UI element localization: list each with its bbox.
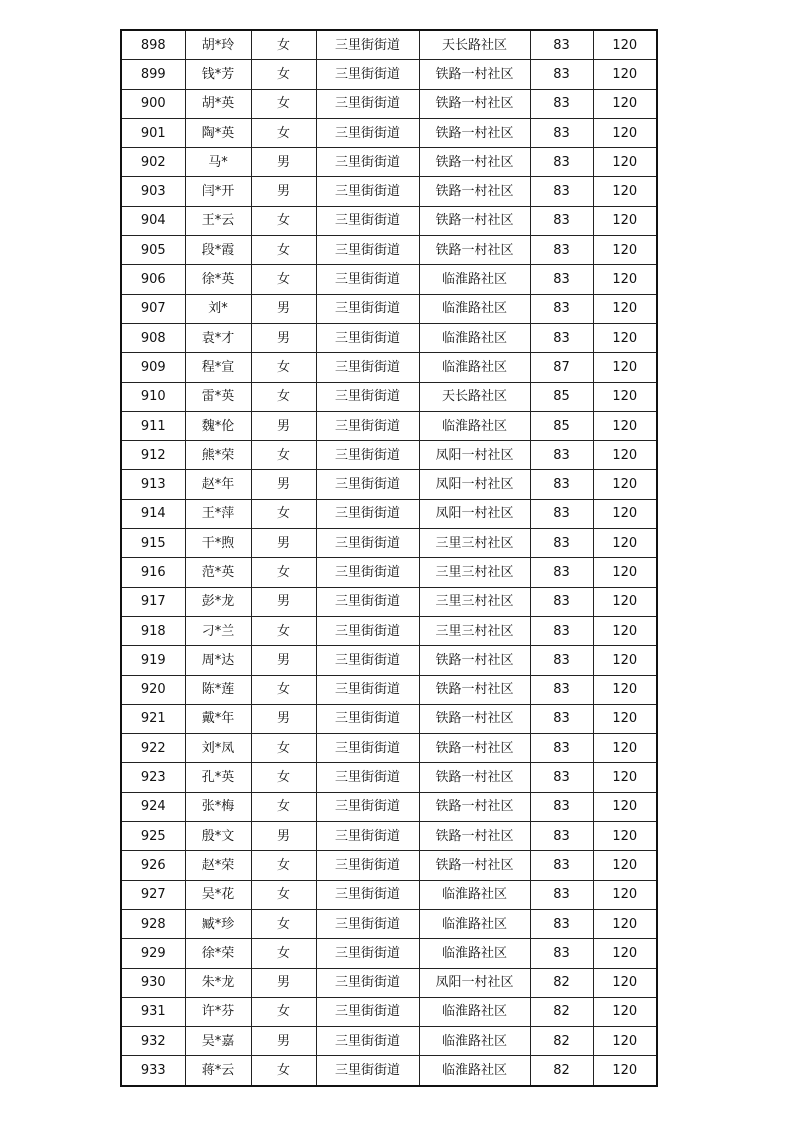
cell-gender: 女: [251, 206, 316, 235]
cell-subdistrict: 三里街街道: [316, 587, 419, 616]
cell-serial-number: 925: [121, 822, 185, 851]
cell-name: 孔*英: [185, 763, 251, 792]
cell-gender: 女: [251, 1056, 316, 1086]
cell-subdistrict: 三里街街道: [316, 411, 419, 440]
cell-community: 三里三村社区: [419, 558, 530, 587]
cell-amount: 120: [593, 822, 657, 851]
cell-community: 铁路一村社区: [419, 851, 530, 880]
cell-amount: 120: [593, 1056, 657, 1086]
cell-age: 83: [530, 89, 593, 118]
cell-amount: 120: [593, 704, 657, 733]
cell-name: 周*达: [185, 646, 251, 675]
table-row: [121, 265, 657, 294]
cell-serial-number: 908: [121, 323, 185, 352]
cell-serial-number: 914: [121, 499, 185, 528]
cell-amount: 120: [593, 499, 657, 528]
cell-subdistrict: 三里街街道: [316, 529, 419, 558]
table-row: [121, 529, 657, 558]
cell-serial-number: 909: [121, 353, 185, 382]
cell-age: 83: [530, 441, 593, 470]
cell-amount: 120: [593, 353, 657, 382]
cell-subdistrict: 三里街街道: [316, 822, 419, 851]
cell-gender: 男: [251, 529, 316, 558]
cell-age: 83: [530, 558, 593, 587]
cell-age: 83: [530, 265, 593, 294]
table-row: [121, 704, 657, 733]
cell-gender: 女: [251, 997, 316, 1026]
cell-community: 临淮路社区: [419, 353, 530, 382]
cell-age: 85: [530, 411, 593, 440]
cell-gender: 女: [251, 236, 316, 265]
cell-serial-number: 913: [121, 470, 185, 499]
cell-name: 刘*: [185, 294, 251, 323]
cell-name: 赵*年: [185, 470, 251, 499]
cell-name: 殷*文: [185, 822, 251, 851]
cell-serial-number: 900: [121, 89, 185, 118]
cell-amount: 120: [593, 411, 657, 440]
cell-community: 铁路一村社区: [419, 206, 530, 235]
cell-community: 铁路一村社区: [419, 704, 530, 733]
cell-amount: 120: [593, 587, 657, 616]
cell-subdistrict: 三里街街道: [316, 118, 419, 147]
cell-gender: 女: [251, 616, 316, 645]
table-row: [121, 148, 657, 177]
cell-subdistrict: 三里街街道: [316, 851, 419, 880]
cell-subdistrict: 三里街街道: [316, 997, 419, 1026]
cell-subdistrict: 三里街街道: [316, 1027, 419, 1056]
cell-serial-number: 931: [121, 997, 185, 1026]
cell-amount: 120: [593, 441, 657, 470]
cell-serial-number: 916: [121, 558, 185, 587]
cell-age: 85: [530, 382, 593, 411]
cell-subdistrict: 三里街街道: [316, 646, 419, 675]
cell-subdistrict: 三里街街道: [316, 1056, 419, 1086]
cell-serial-number: 902: [121, 148, 185, 177]
cell-community: 临淮路社区: [419, 939, 530, 968]
table-row: [121, 558, 657, 587]
cell-age: 82: [530, 997, 593, 1026]
cell-serial-number: 912: [121, 441, 185, 470]
cell-age: 82: [530, 968, 593, 997]
cell-name: 胡*英: [185, 89, 251, 118]
cell-amount: 120: [593, 763, 657, 792]
cell-name: 臧*珍: [185, 909, 251, 938]
cell-community: 临淮路社区: [419, 909, 530, 938]
table-row: [121, 89, 657, 118]
cell-gender: 女: [251, 880, 316, 909]
cell-serial-number: 927: [121, 880, 185, 909]
cell-gender: 男: [251, 323, 316, 352]
cell-gender: 女: [251, 558, 316, 587]
cell-community: 临淮路社区: [419, 880, 530, 909]
cell-name: 徐*荣: [185, 939, 251, 968]
table-row: [121, 822, 657, 851]
cell-gender: 女: [251, 118, 316, 147]
cell-subdistrict: 三里街街道: [316, 792, 419, 821]
cell-name: 王*云: [185, 206, 251, 235]
table-row: [121, 616, 657, 645]
table-row: [121, 646, 657, 675]
cell-community: 三里三村社区: [419, 529, 530, 558]
cell-community: 铁路一村社区: [419, 236, 530, 265]
cell-community: 铁路一村社区: [419, 675, 530, 704]
cell-community: 铁路一村社区: [419, 734, 530, 763]
cell-serial-number: 919: [121, 646, 185, 675]
cell-subdistrict: 三里街街道: [316, 89, 419, 118]
cell-community: 铁路一村社区: [419, 792, 530, 821]
cell-gender: 男: [251, 587, 316, 616]
cell-community: 铁路一村社区: [419, 60, 530, 89]
cell-serial-number: 906: [121, 265, 185, 294]
cell-community: 铁路一村社区: [419, 763, 530, 792]
cell-serial-number: 915: [121, 529, 185, 558]
cell-subdistrict: 三里街街道: [316, 177, 419, 206]
cell-amount: 120: [593, 880, 657, 909]
cell-name: 雷*英: [185, 382, 251, 411]
cell-gender: 女: [251, 60, 316, 89]
cell-gender: 女: [251, 675, 316, 704]
cell-gender: 男: [251, 411, 316, 440]
cell-name: 张*梅: [185, 792, 251, 821]
cell-community: 铁路一村社区: [419, 646, 530, 675]
cell-gender: 女: [251, 265, 316, 294]
table-row: [121, 997, 657, 1026]
cell-community: 天长路社区: [419, 382, 530, 411]
cell-age: 83: [530, 939, 593, 968]
table-row: [121, 441, 657, 470]
cell-amount: 120: [593, 294, 657, 323]
cell-age: 83: [530, 206, 593, 235]
cell-serial-number: 928: [121, 909, 185, 938]
cell-subdistrict: 三里街街道: [316, 558, 419, 587]
cell-subdistrict: 三里街街道: [316, 148, 419, 177]
cell-community: 铁路一村社区: [419, 177, 530, 206]
cell-age: 87: [530, 353, 593, 382]
table-row: [121, 851, 657, 880]
cell-amount: 120: [593, 236, 657, 265]
cell-serial-number: 920: [121, 675, 185, 704]
cell-gender: 女: [251, 353, 316, 382]
cell-serial-number: 918: [121, 616, 185, 645]
cell-subdistrict: 三里街街道: [316, 880, 419, 909]
cell-name: 戴*年: [185, 704, 251, 733]
cell-subdistrict: 三里街街道: [316, 206, 419, 235]
cell-amount: 120: [593, 177, 657, 206]
cell-name: 钱*芳: [185, 60, 251, 89]
cell-name: 魏*伦: [185, 411, 251, 440]
cell-amount: 120: [593, 558, 657, 587]
cell-subdistrict: 三里街街道: [316, 968, 419, 997]
table-row: [121, 734, 657, 763]
cell-gender: 男: [251, 177, 316, 206]
cell-name: 袁*才: [185, 323, 251, 352]
cell-amount: 120: [593, 909, 657, 938]
cell-age: 83: [530, 323, 593, 352]
table-row: [121, 353, 657, 382]
cell-serial-number: 903: [121, 177, 185, 206]
cell-age: 83: [530, 675, 593, 704]
cell-community: 临淮路社区: [419, 997, 530, 1026]
cell-age: 83: [530, 499, 593, 528]
cell-amount: 120: [593, 60, 657, 89]
cell-subdistrict: 三里街街道: [316, 939, 419, 968]
cell-community: 铁路一村社区: [419, 822, 530, 851]
cell-serial-number: 904: [121, 206, 185, 235]
cell-subdistrict: 三里街街道: [316, 323, 419, 352]
cell-name: 朱*龙: [185, 968, 251, 997]
cell-name: 刁*兰: [185, 616, 251, 645]
cell-subdistrict: 三里街街道: [316, 30, 419, 60]
cell-amount: 120: [593, 734, 657, 763]
cell-name: 段*霞: [185, 236, 251, 265]
table-body: [121, 30, 657, 1086]
cell-serial-number: 933: [121, 1056, 185, 1086]
table-row: [121, 411, 657, 440]
cell-age: 83: [530, 294, 593, 323]
cell-amount: 120: [593, 30, 657, 60]
cell-gender: 女: [251, 499, 316, 528]
cell-gender: 女: [251, 734, 316, 763]
cell-subdistrict: 三里街街道: [316, 616, 419, 645]
cell-name: 刘*凤: [185, 734, 251, 763]
table-row: [121, 587, 657, 616]
cell-name: 闫*开: [185, 177, 251, 206]
cell-subdistrict: 三里街街道: [316, 704, 419, 733]
cell-age: 83: [530, 529, 593, 558]
table-row: [121, 323, 657, 352]
cell-amount: 120: [593, 851, 657, 880]
cell-gender: 女: [251, 89, 316, 118]
cell-serial-number: 911: [121, 411, 185, 440]
table-row: [121, 118, 657, 147]
cell-subdistrict: 三里街街道: [316, 294, 419, 323]
cell-name: 吴*花: [185, 880, 251, 909]
cell-subdistrict: 三里街街道: [316, 675, 419, 704]
cell-age: 83: [530, 734, 593, 763]
cell-subdistrict: 三里街街道: [316, 499, 419, 528]
cell-amount: 120: [593, 646, 657, 675]
cell-name: 熊*荣: [185, 441, 251, 470]
cell-amount: 120: [593, 382, 657, 411]
cell-age: 83: [530, 792, 593, 821]
cell-age: 83: [530, 60, 593, 89]
cell-community: 天长路社区: [419, 30, 530, 60]
cell-name: 陈*莲: [185, 675, 251, 704]
cell-age: 83: [530, 704, 593, 733]
cell-community: 凤阳一村社区: [419, 968, 530, 997]
cell-age: 82: [530, 1056, 593, 1086]
cell-age: 83: [530, 616, 593, 645]
cell-amount: 120: [593, 968, 657, 997]
cell-age: 83: [530, 148, 593, 177]
cell-age: 83: [530, 236, 593, 265]
cell-subdistrict: 三里街街道: [316, 734, 419, 763]
cell-community: 临淮路社区: [419, 294, 530, 323]
cell-community: 临淮路社区: [419, 411, 530, 440]
cell-community: 铁路一村社区: [419, 89, 530, 118]
cell-amount: 120: [593, 265, 657, 294]
cell-gender: 女: [251, 441, 316, 470]
cell-name: 王*萍: [185, 499, 251, 528]
cell-community: 三里三村社区: [419, 616, 530, 645]
cell-age: 83: [530, 646, 593, 675]
cell-community: 凤阳一村社区: [419, 499, 530, 528]
cell-community: 临淮路社区: [419, 323, 530, 352]
cell-amount: 120: [593, 89, 657, 118]
cell-serial-number: 917: [121, 587, 185, 616]
cell-subdistrict: 三里街街道: [316, 353, 419, 382]
table-row: [121, 880, 657, 909]
table-row: [121, 763, 657, 792]
cell-gender: 男: [251, 148, 316, 177]
table-row: [121, 60, 657, 89]
cell-serial-number: 921: [121, 704, 185, 733]
cell-subdistrict: 三里街街道: [316, 909, 419, 938]
cell-amount: 120: [593, 323, 657, 352]
cell-serial-number: 898: [121, 30, 185, 60]
cell-age: 83: [530, 470, 593, 499]
table-row: [121, 968, 657, 997]
cell-name: 程*宣: [185, 353, 251, 382]
cell-amount: 120: [593, 148, 657, 177]
cell-gender: 男: [251, 470, 316, 499]
cell-gender: 男: [251, 704, 316, 733]
data-table: [120, 29, 658, 1087]
cell-amount: 120: [593, 616, 657, 645]
table-row: [121, 177, 657, 206]
cell-community: 凤阳一村社区: [419, 441, 530, 470]
cell-subdistrict: 三里街街道: [316, 265, 419, 294]
cell-community: 三里三村社区: [419, 587, 530, 616]
cell-name: 徐*英: [185, 265, 251, 294]
cell-gender: 女: [251, 851, 316, 880]
cell-subdistrict: 三里街街道: [316, 236, 419, 265]
cell-amount: 120: [593, 118, 657, 147]
table-row: [121, 294, 657, 323]
cell-amount: 120: [593, 529, 657, 558]
cell-serial-number: 926: [121, 851, 185, 880]
cell-amount: 120: [593, 997, 657, 1026]
cell-amount: 120: [593, 792, 657, 821]
cell-age: 83: [530, 30, 593, 60]
cell-name: 赵*荣: [185, 851, 251, 880]
cell-name: 彭*龙: [185, 587, 251, 616]
cell-community: 铁路一村社区: [419, 118, 530, 147]
cell-serial-number: 901: [121, 118, 185, 147]
cell-age: 83: [530, 880, 593, 909]
table-row: [121, 30, 657, 60]
table-row: [121, 1056, 657, 1086]
cell-gender: 女: [251, 792, 316, 821]
cell-name: 马*: [185, 148, 251, 177]
cell-gender: 女: [251, 30, 316, 60]
cell-gender: 男: [251, 1027, 316, 1056]
table-row: [121, 206, 657, 235]
cell-age: 83: [530, 763, 593, 792]
cell-gender: 女: [251, 909, 316, 938]
cell-gender: 男: [251, 968, 316, 997]
cell-amount: 120: [593, 675, 657, 704]
cell-amount: 120: [593, 470, 657, 499]
cell-community: 铁路一村社区: [419, 148, 530, 177]
cell-gender: 女: [251, 939, 316, 968]
cell-subdistrict: 三里街街道: [316, 382, 419, 411]
cell-serial-number: 924: [121, 792, 185, 821]
table-row: [121, 236, 657, 265]
cell-name: 吴*嘉: [185, 1027, 251, 1056]
cell-serial-number: 899: [121, 60, 185, 89]
cell-community: 临淮路社区: [419, 1027, 530, 1056]
cell-gender: 男: [251, 294, 316, 323]
cell-community: 凤阳一村社区: [419, 470, 530, 499]
table-row: [121, 939, 657, 968]
cell-gender: 男: [251, 822, 316, 851]
cell-serial-number: 905: [121, 236, 185, 265]
cell-name: 蒋*云: [185, 1056, 251, 1086]
cell-subdistrict: 三里街街道: [316, 470, 419, 499]
table-row: [121, 675, 657, 704]
table-row: [121, 382, 657, 411]
cell-name: 许*芬: [185, 997, 251, 1026]
table-row: [121, 1027, 657, 1056]
cell-amount: 120: [593, 206, 657, 235]
cell-amount: 120: [593, 1027, 657, 1056]
cell-gender: 男: [251, 646, 316, 675]
cell-name: 陶*英: [185, 118, 251, 147]
cell-community: 临淮路社区: [419, 1056, 530, 1086]
cell-age: 83: [530, 587, 593, 616]
cell-serial-number: 922: [121, 734, 185, 763]
cell-age: 83: [530, 851, 593, 880]
cell-community: 临淮路社区: [419, 265, 530, 294]
table-row: [121, 470, 657, 499]
cell-name: 范*英: [185, 558, 251, 587]
table-row: [121, 909, 657, 938]
cell-gender: 女: [251, 382, 316, 411]
cell-serial-number: 930: [121, 968, 185, 997]
cell-name: 胡*玲: [185, 30, 251, 60]
cell-age: 83: [530, 822, 593, 851]
cell-serial-number: 929: [121, 939, 185, 968]
cell-age: 83: [530, 118, 593, 147]
cell-gender: 女: [251, 763, 316, 792]
cell-subdistrict: 三里街街道: [316, 763, 419, 792]
cell-serial-number: 932: [121, 1027, 185, 1056]
cell-name: 干*煦: [185, 529, 251, 558]
cell-serial-number: 907: [121, 294, 185, 323]
cell-age: 83: [530, 177, 593, 206]
cell-age: 83: [530, 909, 593, 938]
cell-subdistrict: 三里街街道: [316, 441, 419, 470]
table-row: [121, 792, 657, 821]
cell-amount: 120: [593, 939, 657, 968]
cell-age: 82: [530, 1027, 593, 1056]
cell-serial-number: 910: [121, 382, 185, 411]
cell-subdistrict: 三里街街道: [316, 60, 419, 89]
table-row: [121, 499, 657, 528]
cell-serial-number: 923: [121, 763, 185, 792]
